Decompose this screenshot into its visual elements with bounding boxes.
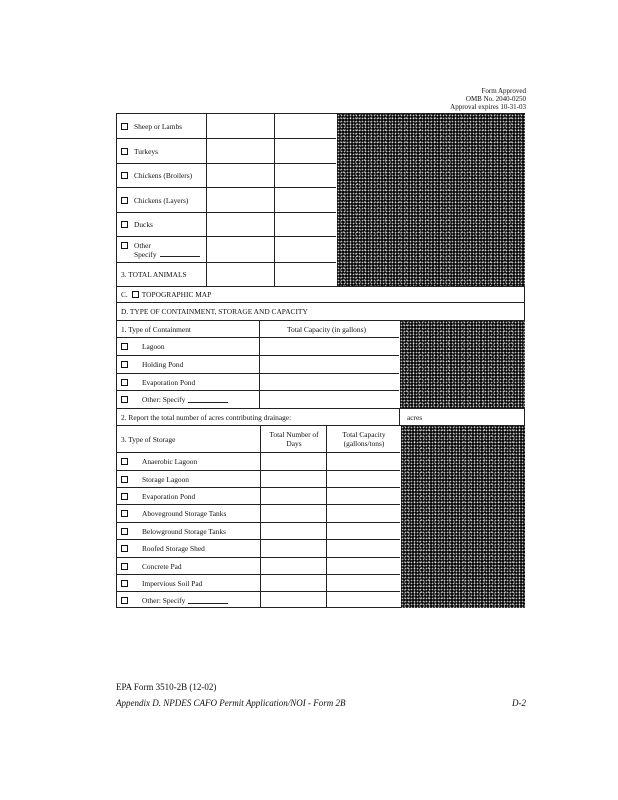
evaporation-pond-checkbox[interactable] (121, 379, 128, 386)
redacted-area (337, 114, 525, 287)
appendix-title: Appendix D. NPDES CAFO Permit Application/NOI - Form 2B (116, 698, 346, 708)
animals-table (116, 113, 525, 286)
specify-field[interactable] (188, 396, 228, 403)
turkeys-checkbox[interactable] (121, 148, 128, 155)
layers-checkbox[interactable] (121, 197, 128, 204)
anaerobic-lagoon-checkbox[interactable] (121, 458, 128, 465)
storage-type-header: 3. Type of Storage (121, 434, 176, 444)
evaporation-pond-checkbox[interactable] (121, 493, 128, 500)
impervious-soil-pad-checkbox[interactable] (121, 580, 128, 587)
storage-label: Storage Lagoon (142, 474, 189, 484)
form-approval-header (450, 87, 526, 111)
storage-row (117, 488, 400, 505)
acres-table (116, 408, 525, 425)
section-c-label: C. (121, 290, 128, 299)
storage-label: Impervious Soil Pad (142, 578, 203, 588)
animal-label: Chickens (Layers) (134, 195, 189, 205)
specify-field[interactable] (188, 597, 228, 604)
ducks-checkbox[interactable] (121, 221, 128, 228)
containment-row (117, 391, 399, 409)
animal-label: Chickens (Broilers) (134, 171, 193, 180)
storage-label: Roofed Storage Shed (142, 544, 205, 553)
containment-header-row (117, 321, 399, 338)
broilers-checkbox[interactable] (121, 172, 128, 179)
animal-row (117, 237, 336, 263)
acres-question: 2. Report the total number of acres contributing drainage: (121, 412, 292, 422)
storage-label: Other: Specify (142, 595, 186, 605)
storage-row (117, 453, 400, 471)
holding-pond-checkbox[interactable] (121, 361, 128, 368)
concrete-pad-checkbox[interactable] (121, 563, 128, 570)
lagoon-checkbox[interactable] (121, 343, 128, 350)
form-approved: Form Approved (481, 87, 526, 95)
specify-field[interactable] (160, 250, 200, 257)
belowground-tanks-checkbox[interactable] (121, 528, 128, 535)
acres-unit: acres (407, 412, 423, 422)
animal-label: Sheep or Lambs (134, 121, 183, 131)
animal-row (117, 164, 336, 188)
section-d-title: D. TYPE OF CONTAINMENT, STORAGE AND CAPACITY (121, 307, 308, 316)
page-number: D-2 (512, 698, 526, 708)
storage-table (116, 425, 525, 608)
containment-label: Evaporation Pond (142, 377, 196, 387)
animal-row (117, 188, 336, 213)
topographic-map-label: TOPOGRAPHIC MAP (141, 290, 212, 299)
animal-row (117, 114, 336, 139)
other-storage-checkbox[interactable] (121, 597, 128, 604)
topographic-map-row (117, 287, 524, 303)
section-d-row (117, 303, 524, 321)
storage-row (117, 592, 400, 608)
storage-label: Evaporation Pond (142, 491, 196, 501)
sheep-checkbox[interactable] (121, 123, 128, 130)
other-animal-checkbox[interactable] (121, 242, 128, 249)
animal-label: Other (134, 240, 151, 250)
storage-label: Concrete Pad (142, 561, 182, 571)
containment-row (117, 374, 399, 391)
storage-days-header: Total Number of Days (269, 430, 319, 448)
storage-row (117, 523, 400, 540)
storage-lagoon-checkbox[interactable] (121, 476, 128, 483)
containment-label: Holding Pond (142, 360, 184, 369)
containment-label: Lagoon (142, 342, 165, 351)
approval-expiry: Approval expires 10-31-03 (450, 103, 526, 111)
topographic-map-checkbox[interactable] (132, 291, 139, 298)
containment-label: Other: Specify (142, 395, 186, 404)
storage-row (117, 558, 400, 575)
animal-label: Turkeys (134, 146, 158, 156)
storage-header-row (117, 426, 400, 453)
storage-label: Aboveground Storage Tanks (142, 509, 227, 518)
containment-capacity-header: Total Capacity (in gallons) (287, 324, 366, 334)
omb-number: OMB No. 2040-0250 (465, 95, 526, 103)
redacted-area (400, 321, 525, 409)
containment-table (116, 320, 525, 408)
animal-row (117, 139, 336, 164)
aboveground-tanks-checkbox[interactable] (121, 510, 128, 517)
roofed-shed-checkbox[interactable] (121, 545, 128, 552)
containment-type-header: 1. Type of Containment (121, 324, 191, 334)
total-animals-label: 3. TOTAL ANIMALS (121, 270, 187, 279)
redacted-area (401, 426, 525, 608)
storage-row (117, 540, 400, 558)
specify-label: Specify (134, 249, 157, 259)
acres-row (117, 409, 524, 426)
storage-capacity-header: Total Capacity (gallons/tons) (342, 430, 386, 448)
storage-label: Belowground Storage Tanks (142, 526, 226, 536)
containment-row (117, 338, 399, 356)
storage-label: Anaerobic Lagoon (142, 457, 198, 466)
animal-row (117, 213, 336, 237)
form-number: EPA Form 3510-2B (12-02) (116, 682, 217, 692)
storage-row (117, 575, 400, 592)
storage-row (117, 505, 400, 523)
section-headers (116, 286, 525, 320)
animal-label: Ducks (134, 220, 153, 229)
total-animals-row (117, 263, 336, 287)
containment-row (117, 356, 399, 374)
storage-row (117, 471, 400, 488)
other-containment-checkbox[interactable] (121, 396, 128, 403)
